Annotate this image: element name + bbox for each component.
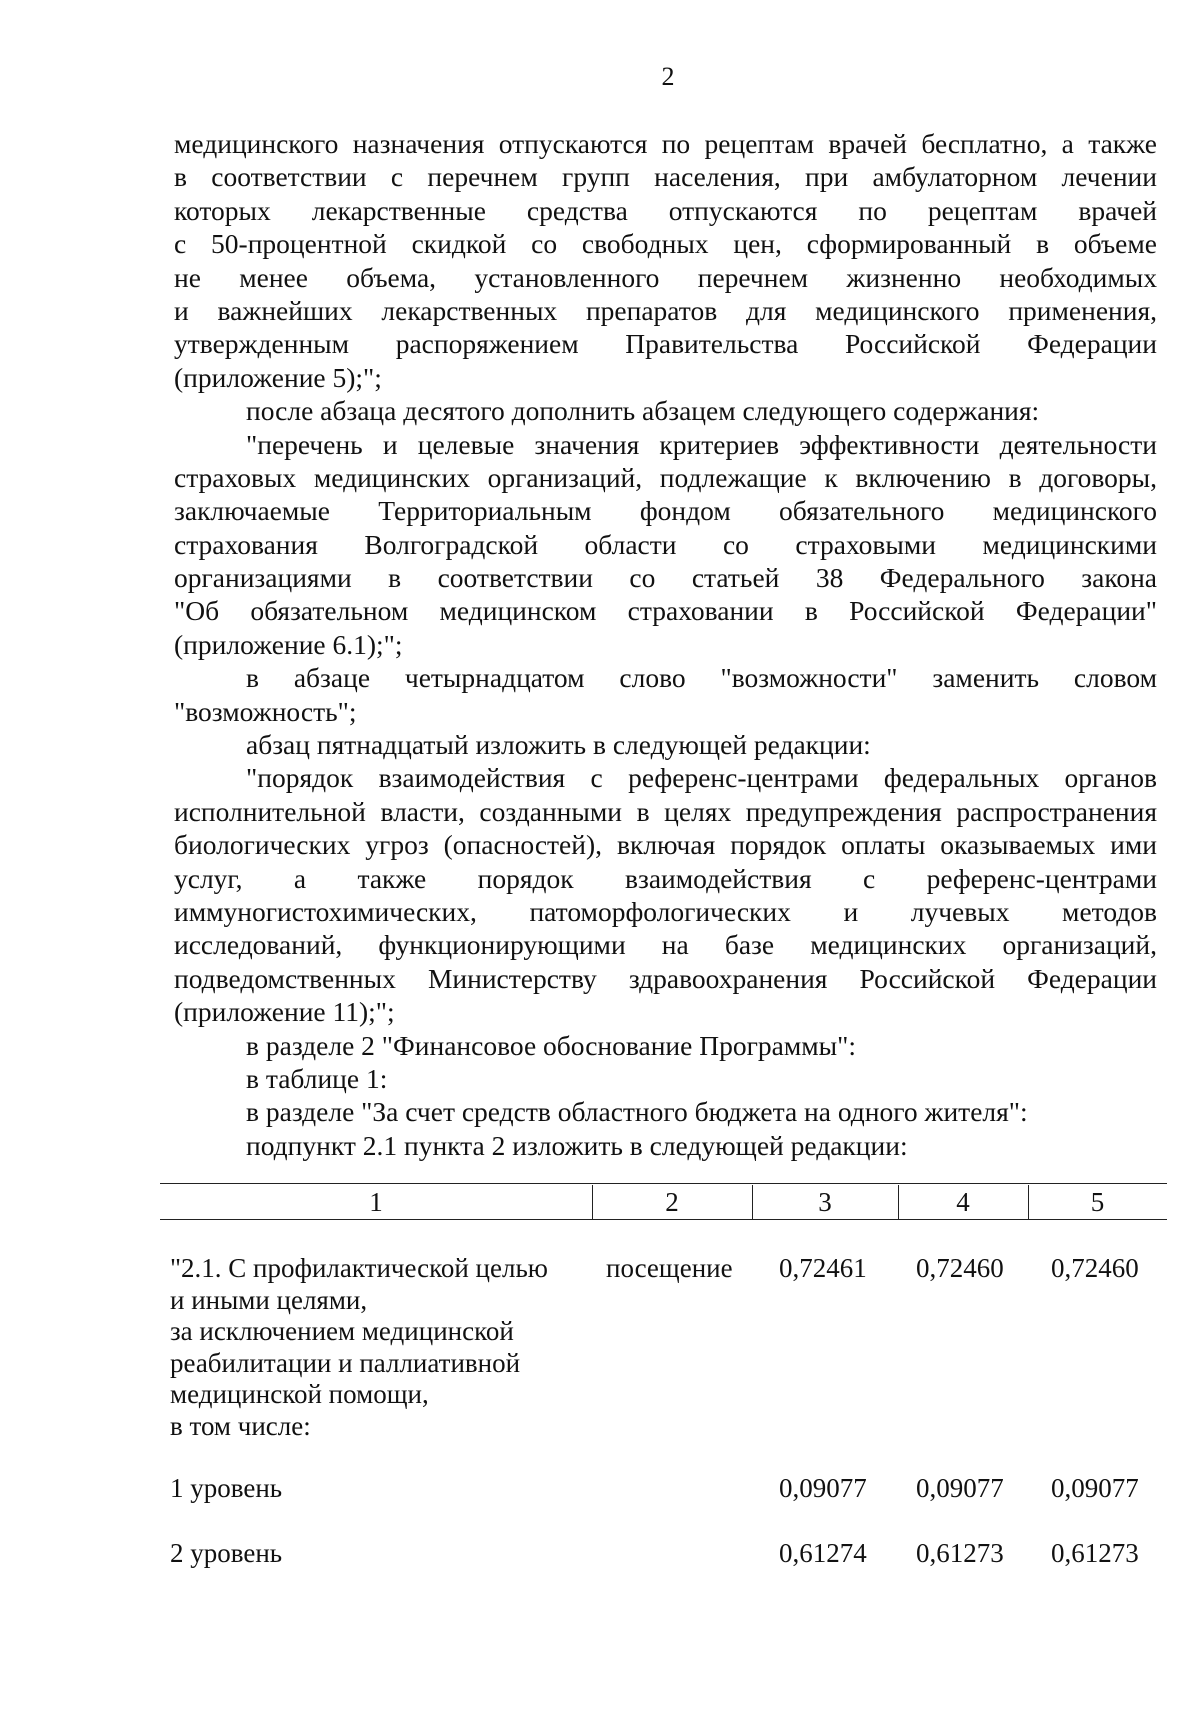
text-line: подведомственных Министерству здравоохранения Российской Федерации (174, 962, 1157, 994)
row-value-col3: 0,09077 (779, 1473, 867, 1503)
text-line: страхования Волгоградской области со страховыми медицинскими (174, 528, 1157, 560)
row-name-line: в том числе: (170, 1410, 311, 1441)
row-value-col4: 0,72460 (916, 1253, 1004, 1283)
column-header: 3 (818, 1187, 832, 1217)
text-line: (приложение 5);"; (174, 361, 382, 393)
text-line: (приложение 6.1);"; (174, 628, 403, 660)
text-line: страховых медицинских организаций, подлежащие к включению в договоры, (174, 461, 1157, 493)
text-line: не менее объема, установленного перечнем жизненно необходимых (174, 261, 1157, 293)
row-name-line: "2.1. С профилактической целью (170, 1253, 548, 1283)
text-line: после абзаца десятого дополнить абзацем следующего содержания: (246, 395, 1040, 427)
text-line: биологических угроз (опасностей), включая порядок оплаты оказываемых ими (174, 829, 1157, 861)
column-header: 2 (665, 1187, 679, 1217)
text-line: "возможность"; (174, 695, 357, 727)
row-name (170, 1473, 570, 1505)
text-line: абзац пятнадцатый изложить в следующей редакции: (246, 729, 871, 761)
row-value-col3: 0,72461 (779, 1253, 867, 1283)
column-header: 1 (369, 1187, 383, 1217)
text-line: "перечень и целевые значения критериев эффективности деятельности (246, 428, 1157, 460)
text-line: исполнительной власти, созданными в целях предупреждения распространения (174, 795, 1157, 827)
row-name-line: и иными целями, (170, 1284, 368, 1315)
text-line: которых лекарственные средства отпускаются по рецептам врачей (174, 194, 1157, 226)
row-name (170, 1538, 570, 1570)
text-line: в соответствии с перечнем групп населения, при амбулаторном лечении (174, 161, 1157, 193)
row-value-col4: 0,09077 (916, 1473, 1004, 1503)
text-line: в таблице 1: (246, 1062, 388, 1094)
row-name-line: 1 уровень (170, 1473, 283, 1503)
text-line: утвержденным распоряжением Правительства Российской Федерации (174, 328, 1157, 360)
page-number: 2 (661, 62, 675, 91)
row-value-col5: 0,61273 (1051, 1538, 1139, 1568)
body-text (174, 127, 1157, 1162)
text-line: в абзаце четырнадцатом слово "возможности" заменить словом (246, 662, 1157, 694)
text-line: и важнейших лекарственных препаратов для медицинского применения, (174, 294, 1157, 326)
row-value-col5: 0,72460 (1051, 1253, 1139, 1283)
row-name (170, 1253, 570, 1442)
text-line: организациями в соответствии со статьей 38 Федерального закона (174, 562, 1157, 594)
table-header-rule (160, 1219, 1167, 1220)
text-line: в разделе 2 "Финансовое обоснование Программы": (246, 1029, 856, 1061)
text-line: с 50-процентной скидкой со свободных цен, сформированный в объеме (174, 228, 1157, 260)
column-header: 4 (956, 1187, 970, 1217)
row-name-line: медицинской помощи, (170, 1379, 429, 1409)
row-name-line: 2 уровень (170, 1538, 283, 1568)
row-unit: посещение (606, 1253, 733, 1283)
text-line: заключаемые Территориальным фондом обязательного медицинского (174, 495, 1157, 527)
row-value-col5: 0,09077 (1051, 1473, 1139, 1503)
row-name-line: за исключением медицинской (170, 1316, 514, 1346)
text-line: медицинского назначения отпускаются по рецептам врачей бесплатно, а также (174, 128, 1157, 159)
text-line: "Об обязательном медицинском страховании в Российской Федерации" (174, 595, 1157, 627)
text-line: (приложение 11);"; (174, 996, 395, 1028)
text-line: иммуногистохимических, патоморфологических и лучевых методов (174, 895, 1157, 927)
row-value-col4: 0,61273 (916, 1538, 1004, 1568)
text-line: "порядок взаимодействия с референс-центрами федеральных органов (246, 762, 1157, 794)
text-line: в разделе "За счет средств областного бюджета на одного жителя": (246, 1096, 1028, 1128)
table-top-rule (160, 1183, 1167, 1184)
row-value-col3: 0,61274 (779, 1538, 867, 1568)
text-line: услуг, а также порядок взаимодействия с референс-центрами (174, 862, 1157, 894)
column-header: 5 (1090, 1187, 1105, 1217)
text-line: подпункт 2.1 пункта 2 изложить в следующей редакции: (246, 1129, 908, 1161)
text-line: исследований, функционирующими на базе медицинских организаций, (174, 929, 1157, 961)
row-name-line: реабилитации и паллиативной (170, 1347, 521, 1378)
